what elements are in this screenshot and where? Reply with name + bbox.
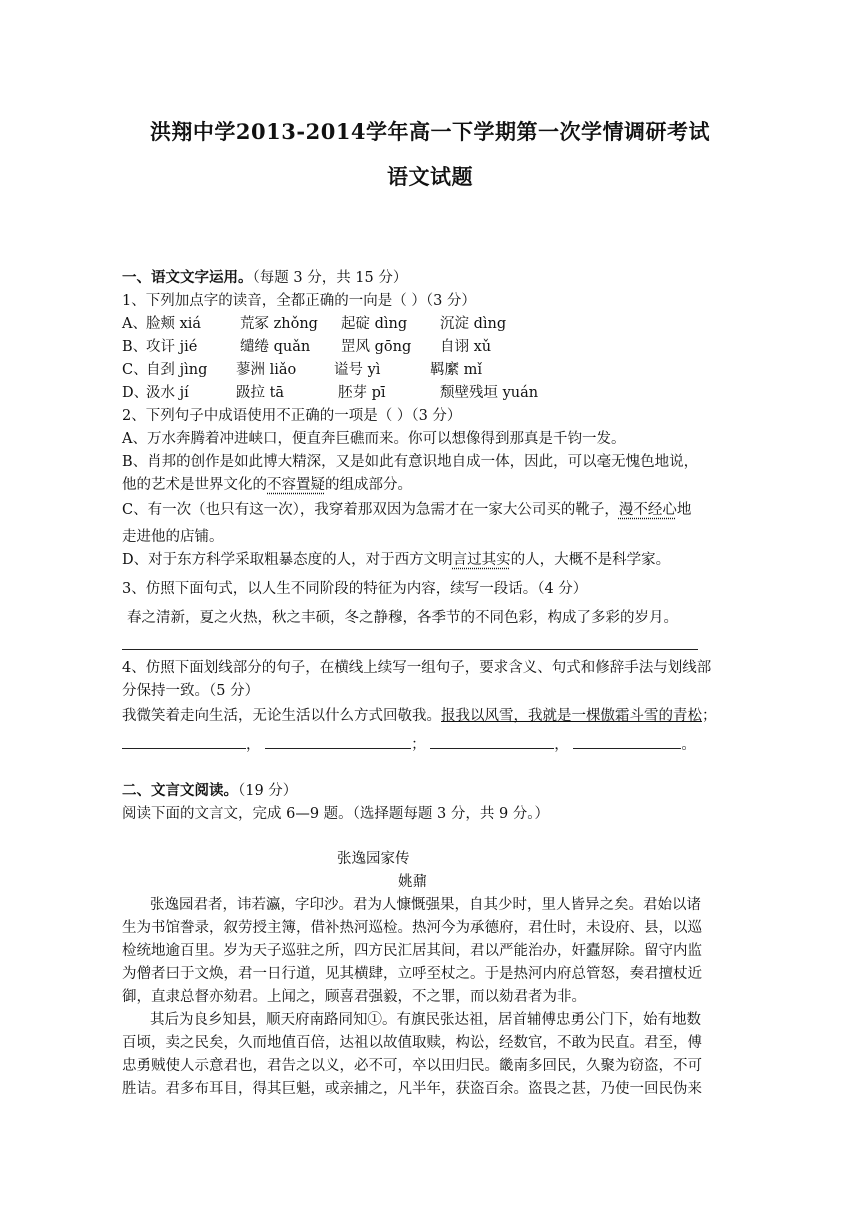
q1-option-a: A、 bbox=[122, 316, 147, 332]
section1-title: 一、语文文字运用。 bbox=[122, 269, 253, 286]
q1-stem: 1、下列加点字的读音，全都正确的一向是（ ）（3 分） bbox=[122, 293, 476, 309]
answer-blank[interactable] bbox=[430, 734, 554, 749]
q1-option-d: D、 bbox=[122, 385, 149, 401]
q1-b-item: 缱绻 quǎn bbox=[240, 339, 311, 355]
q1-a-item: 脸颊 xiá bbox=[146, 316, 202, 332]
section2-intro: 阅读下面的文言文，完成 6—9 题。（选择题每题 3 分，共 9 分。） bbox=[122, 806, 550, 822]
passage-title: 张逸园家传 bbox=[337, 851, 410, 867]
q1-a-item: 荒冢 zhǒng bbox=[240, 316, 318, 332]
q1-option-b: B、 bbox=[122, 339, 148, 355]
exam-title: 洪翔中学2013-2014学年高一下学期第一次学情调研考试 bbox=[149, 119, 711, 144]
passage-line: 检统地逾百里。岁为天子巡驻之所，四方民汇居其间，君以严能治办，奸蠹屏除。留守内监 bbox=[122, 943, 702, 959]
dotted-idiom: 不容置疑 bbox=[267, 477, 325, 493]
q3-stem: 3、仿照下面句式，以人生不同阶段的特征为内容，续写一段话。（4 分） bbox=[122, 581, 588, 597]
passage-author: 姚鼐 bbox=[398, 874, 427, 890]
q1-c-item: 羁縻 mǐ bbox=[430, 362, 482, 378]
passage-line: 其后为良乡知县，顺天府南路同知①。有旗民张达祖，居首辅傅忠勇公门下，始有地数 bbox=[150, 1012, 701, 1028]
q2-option-d: D、对于东方科学采取粗暴态度的人，对于西方文明言过其实的人，大概不是科学家。 bbox=[122, 552, 671, 568]
passage-line: 忠勇贼使人示意君也，君告之以义，必不可，卒以田归民。畿南多回民，久聚为窃盗，不可 bbox=[122, 1058, 702, 1074]
q1-d-item: 胚芽 pī bbox=[338, 385, 386, 401]
q1-option-c: C、 bbox=[122, 362, 148, 378]
section2-score: （19 分） bbox=[238, 783, 298, 799]
q2-option-c-line1: C、有一次（也只有这一次），我穿着那双因为急需才在一家大公司买的靴子，漫不经心地 bbox=[122, 502, 692, 518]
underlined-sentence: 报我以风雪，我就是一棵傲霜斗雪的青松 bbox=[441, 708, 702, 724]
q2-stem: 2、下列句子中成语使用不正确的一项是（ ）（3 分） bbox=[122, 408, 462, 424]
passage-line: 为僧者曰于文焕，君一日行道，见其横肆，立呼至杖之。于是热河内府总管怒，奏君擅杖近 bbox=[122, 966, 702, 982]
q2-option-c-line2: 走进他的店铺。 bbox=[122, 529, 224, 545]
q2-option-b-line1: B、肖邦的创作是如此博大精深，又是如此有意识地自成一体，因此，可以毫无愧色地说， bbox=[122, 454, 699, 470]
q1-c-item: 自刭 jìng bbox=[146, 362, 208, 378]
q2-option-a: A、万水奔腾着冲进峡口，便直奔巨礁而来。你可以想像得到那真是千钧一发。 bbox=[122, 431, 626, 447]
passage-line: 御，直隶总督亦劾君。上闻之，顾喜君强毅，不之罪，而以劾君者为非。 bbox=[122, 989, 586, 1005]
q3-example: 春之清新，夏之火热，秋之丰硕，冬之静穆，各季节的不同色彩，构成了多彩的岁月。 bbox=[127, 610, 678, 626]
exam-subtitle: 语文试题 bbox=[387, 164, 473, 189]
q1-b-item: 罡风 gōng bbox=[341, 339, 412, 355]
dotted-idiom: 言过其实 bbox=[452, 552, 511, 568]
section1-heading bbox=[122, 266, 407, 287]
q1-c-item: 谥号 yì bbox=[334, 362, 381, 378]
section2-heading bbox=[122, 779, 297, 800]
section2-title: 二、文言文阅读。 bbox=[122, 782, 238, 799]
passage-line: 张逸园君者，讳若瀛，字印沙。君为人慷慨强果，自其少时，里人皆异之矣。君始以诸 bbox=[150, 897, 701, 913]
q4-stem-line1: 4、仿照下面划线部分的句子，在横线上续写一组句子，要求含义、句式和修辞手法与划线部 bbox=[122, 660, 712, 676]
passage-line: 百顷，卖之民矣，久而地值百倍，达祖以故值取赎，构讼，经数官，不敢为民直。君至，傅 bbox=[122, 1035, 702, 1051]
answer-blank[interactable] bbox=[265, 734, 411, 749]
q1-a-item: 起碇 dìng bbox=[341, 316, 408, 332]
q2-option-b-line2: 他的艺术是世界文化的不容置疑的组成部分。 bbox=[122, 477, 412, 493]
q4-stem-line2: 分保持一致。（5 分） bbox=[122, 683, 260, 699]
dotted-idiom: 漫不经心 bbox=[618, 502, 677, 518]
answer-blank[interactable] bbox=[573, 734, 681, 749]
q1-b-item: 自诩 xǔ bbox=[440, 339, 492, 355]
q1-a-item: 沉淀 dìng bbox=[440, 316, 507, 332]
q1-d-item: 趿拉 tā bbox=[236, 385, 285, 401]
q1-d-item: 颓壁残垣 yuán bbox=[440, 385, 539, 401]
section1-score: （每题 3 分，共 15 分） bbox=[252, 270, 408, 286]
answer-blank[interactable] bbox=[122, 734, 246, 749]
q4-example: 我微笑着走向生活，无论生活以什么方式回敬我。报我以风雪，我就是一棵傲霜斗雪的青松； bbox=[122, 708, 717, 724]
passage-line: 胜诘。君多布耳目，得其巨魁，或亲捕之，凡半年，获盗百余。盗畏之甚，乃使一回民伪来 bbox=[122, 1081, 702, 1097]
q1-c-item: 蓼洲 liǎo bbox=[236, 362, 297, 378]
q1-b-item: 攻讦 jié bbox=[146, 339, 198, 355]
answer-line bbox=[122, 649, 698, 650]
passage-line: 生为书馆誊录，叙劳授主簿，借补热河巡检。热河今为承德府，君仕时，未设府、县，以巡 bbox=[122, 920, 702, 936]
q4-answer-blanks: ， ； ， 。 bbox=[122, 733, 696, 754]
q1-d-item: 汲水 jí bbox=[146, 385, 189, 401]
